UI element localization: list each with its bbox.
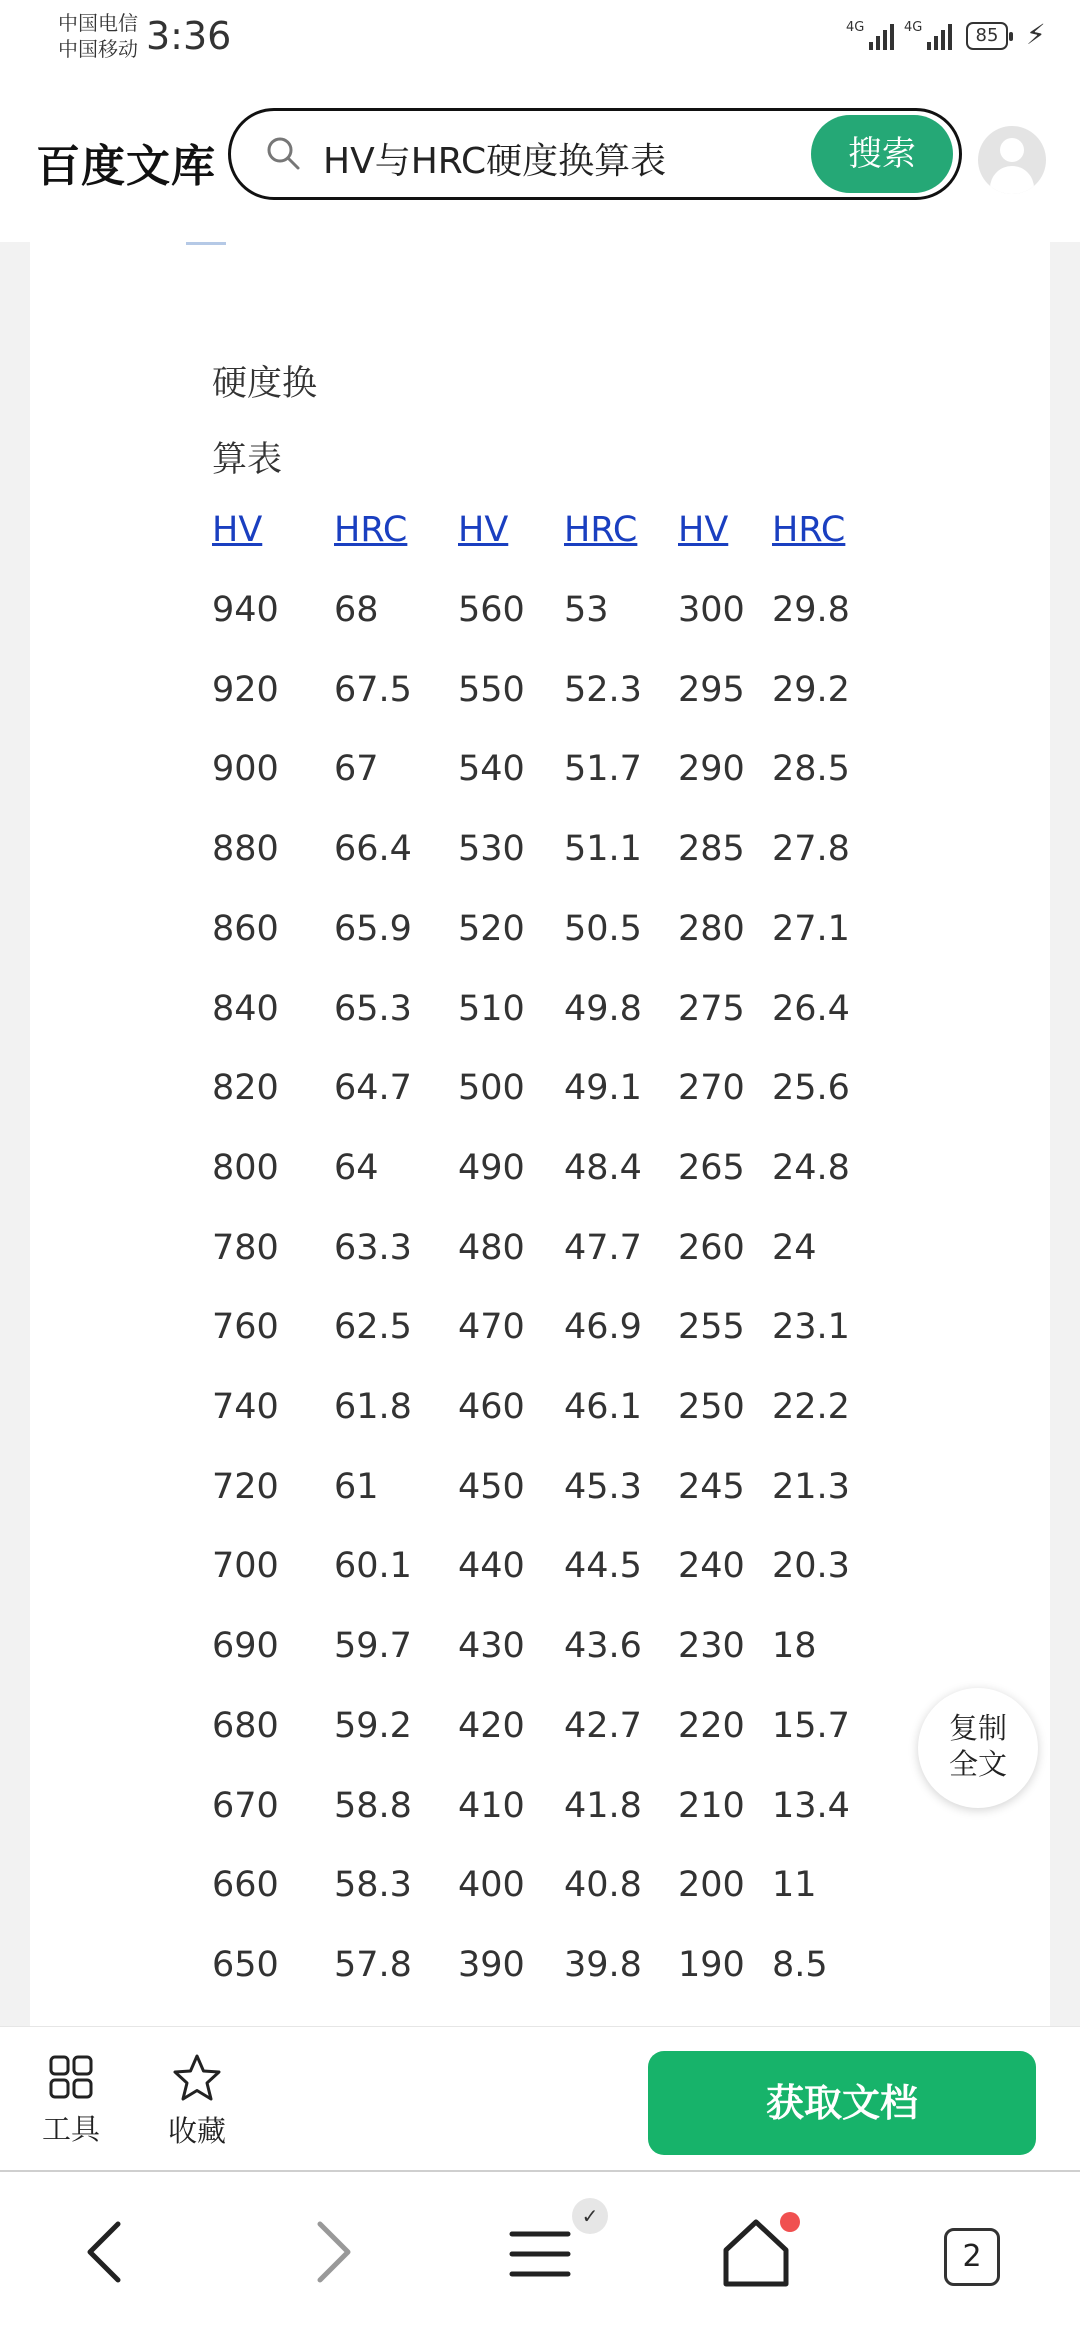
table-cell: 65.3 xyxy=(334,989,412,1029)
table-cell: 63.3 xyxy=(334,1228,412,1268)
table-cell: 280 xyxy=(678,909,745,949)
table-cell: 68 xyxy=(334,590,379,630)
table-cell: 43.6 xyxy=(564,1626,642,1666)
table-cell: 65.9 xyxy=(334,909,412,949)
carrier-2: 中国移动 xyxy=(58,37,138,61)
table-cell: 64 xyxy=(334,1148,379,1188)
tabs-button[interactable]: 2 xyxy=(944,2228,1000,2286)
table-cell: 690 xyxy=(212,1626,279,1666)
table-row xyxy=(30,1945,1050,2005)
table-cell: 25.6 xyxy=(772,1068,850,1108)
clock: 3:36 xyxy=(146,14,232,58)
table-cell: 240 xyxy=(678,1546,745,1586)
table-row xyxy=(30,1387,1050,1447)
table-row xyxy=(30,1626,1050,1686)
table-cell: 460 xyxy=(458,1387,525,1427)
table-cell: 18 xyxy=(772,1626,817,1666)
table-cell: 41.8 xyxy=(564,1786,642,1826)
get-document-button[interactable]: 获取文档 xyxy=(648,2051,1036,2155)
table-cell: 650 xyxy=(212,1945,279,1985)
table-cell: 660 xyxy=(212,1865,279,1905)
table-cell: 430 xyxy=(458,1626,525,1666)
table-cell: 22.2 xyxy=(772,1387,850,1427)
table-cell: 560 xyxy=(458,590,525,630)
table-cell: 420 xyxy=(458,1706,525,1746)
table-cell: 24 xyxy=(772,1228,817,1268)
table-cell: 880 xyxy=(212,829,279,869)
charging-icon: ⚡︎ xyxy=(1026,18,1046,51)
table-cell: 27.1 xyxy=(772,909,850,949)
table-cell: 58.3 xyxy=(334,1865,412,1905)
table-cell: 285 xyxy=(678,829,745,869)
app-header xyxy=(0,80,1080,242)
table-cell: 200 xyxy=(678,1865,745,1905)
table-cell: 44.5 xyxy=(564,1546,642,1586)
table-cell: 290 xyxy=(678,749,745,789)
search-icon xyxy=(265,135,301,171)
table-cell: 820 xyxy=(212,1068,279,1108)
table-cell: 860 xyxy=(212,909,279,949)
table-cell: 59.7 xyxy=(334,1626,412,1666)
signal-icon-1: 4G xyxy=(846,20,894,50)
table-cell: 390 xyxy=(458,1945,525,1985)
table-cell: 440 xyxy=(458,1546,525,1586)
document-page xyxy=(30,242,1050,2026)
back-icon[interactable] xyxy=(68,2212,148,2292)
table-cell: 48.4 xyxy=(564,1148,642,1188)
table-cell: 700 xyxy=(212,1546,279,1586)
favorite-button[interactable] xyxy=(152,2053,242,2150)
table-cell: 230 xyxy=(678,1626,745,1666)
page-marker xyxy=(186,242,226,245)
table-cell: 540 xyxy=(458,749,525,789)
table-cell: 66.4 xyxy=(334,829,412,869)
table-cell: 11 xyxy=(772,1865,817,1905)
table-cell: 245 xyxy=(678,1467,745,1507)
table-row xyxy=(30,1228,1050,1288)
table-cell: 61 xyxy=(334,1467,379,1507)
table-cell: 450 xyxy=(458,1467,525,1507)
table-cell: 15.7 xyxy=(772,1706,850,1746)
search-button[interactable]: 搜索 xyxy=(811,115,953,193)
table-cell: 58.8 xyxy=(334,1786,412,1826)
table-row xyxy=(30,1865,1050,1925)
table-cell: 8.5 xyxy=(772,1945,828,1985)
column-header[interactable]: HRC xyxy=(564,510,638,550)
table-cell: 59.2 xyxy=(334,1706,412,1746)
table-cell: 720 xyxy=(212,1467,279,1507)
table-cell: 67 xyxy=(334,749,379,789)
table-cell: 42.7 xyxy=(564,1706,642,1746)
table-cell: 490 xyxy=(458,1148,525,1188)
table-row xyxy=(30,1786,1050,1846)
table-cell: 60.1 xyxy=(334,1546,412,1586)
table-row xyxy=(30,749,1050,809)
table-cell: 52.3 xyxy=(564,670,642,710)
avatar[interactable] xyxy=(978,126,1046,194)
table-cell: 190 xyxy=(678,1945,745,1985)
table-cell: 67.5 xyxy=(334,670,412,710)
table-cell: 265 xyxy=(678,1148,745,1188)
menu-icon[interactable] xyxy=(500,2212,580,2292)
grid-icon xyxy=(47,2053,95,2101)
table-row xyxy=(30,670,1050,730)
table-cell: 900 xyxy=(212,749,279,789)
table-cell: 250 xyxy=(678,1387,745,1427)
copy-full-text-button[interactable] xyxy=(918,1688,1038,1808)
browser-nav-bar xyxy=(0,2172,1080,2340)
table-cell: 740 xyxy=(212,1387,279,1427)
table-cell: 295 xyxy=(678,670,745,710)
table-cell: 680 xyxy=(212,1706,279,1746)
table-cell: 46.9 xyxy=(564,1307,642,1347)
table-cell: 760 xyxy=(212,1307,279,1347)
table-cell: 840 xyxy=(212,989,279,1029)
table-row xyxy=(30,1068,1050,1128)
table-cell: 800 xyxy=(212,1148,279,1188)
table-cell: 275 xyxy=(678,989,745,1029)
table-cell: 480 xyxy=(458,1228,525,1268)
table-cell: 20.3 xyxy=(772,1546,850,1586)
table-cell: 50.5 xyxy=(564,909,642,949)
table-cell: 27.8 xyxy=(772,829,850,869)
notification-dot xyxy=(780,2212,800,2232)
table-cell: 940 xyxy=(212,590,279,630)
table-row xyxy=(30,590,1050,650)
table-cell: 510 xyxy=(458,989,525,1029)
column-header[interactable]: HV xyxy=(458,510,509,550)
signal-icon-2: 4G xyxy=(904,20,952,50)
status-bar xyxy=(0,0,1080,80)
table-cell: 400 xyxy=(458,1865,525,1905)
table-cell: 410 xyxy=(458,1786,525,1826)
check-badge-icon: ✓ xyxy=(572,2198,608,2234)
table-row xyxy=(30,1148,1050,1208)
table-cell: 49.8 xyxy=(564,989,642,1029)
doc-title-line-1: 硬度换 xyxy=(212,364,318,404)
table-cell: 51.7 xyxy=(564,749,642,789)
table-cell: 24.8 xyxy=(772,1148,850,1188)
table-cell: 530 xyxy=(458,829,525,869)
table-cell: 29.2 xyxy=(772,670,850,710)
battery-icon: 85 xyxy=(966,22,1008,50)
table-cell: 45.3 xyxy=(564,1467,642,1507)
table-cell: 300 xyxy=(678,590,745,630)
carrier-1: 中国电信 xyxy=(58,11,138,35)
tools-button[interactable] xyxy=(26,2053,116,2148)
table-cell: 780 xyxy=(212,1228,279,1268)
table-cell: 23.1 xyxy=(772,1307,850,1347)
table-row xyxy=(30,989,1050,1049)
table-cell: 47.7 xyxy=(564,1228,642,1268)
table-cell: 57.8 xyxy=(334,1945,412,1985)
favorite-label: 收藏 xyxy=(167,2114,226,2148)
table-cell: 920 xyxy=(212,670,279,710)
column-header[interactable]: HV xyxy=(678,510,729,550)
table-row xyxy=(30,829,1050,889)
table-cell: 13.4 xyxy=(772,1786,850,1826)
table-cell: 62.5 xyxy=(334,1307,412,1347)
table-cell: 61.8 xyxy=(334,1387,412,1427)
carrier-labels xyxy=(58,10,138,62)
copy-label-1: 复制 xyxy=(948,1711,1007,1745)
table-cell: 64.7 xyxy=(334,1068,412,1108)
column-header[interactable]: HV xyxy=(212,510,263,550)
table-cell: 670 xyxy=(212,1786,279,1826)
tools-label: 工具 xyxy=(41,2112,100,2146)
table-cell: 21.3 xyxy=(772,1467,850,1507)
table-cell: 270 xyxy=(678,1068,745,1108)
table-header-row xyxy=(30,510,1050,570)
table-cell: 51.1 xyxy=(564,829,642,869)
table-cell: 40.8 xyxy=(564,1865,642,1905)
table-cell: 28.5 xyxy=(772,749,850,789)
table-cell: 255 xyxy=(678,1307,745,1347)
copy-label-2: 全文 xyxy=(948,1747,1007,1781)
table-cell: 470 xyxy=(458,1307,525,1347)
table-cell: 26.4 xyxy=(772,989,850,1029)
table-cell: 550 xyxy=(458,670,525,710)
table-cell: 220 xyxy=(678,1706,745,1746)
table-cell: 39.8 xyxy=(564,1945,642,1985)
table-cell: 49.1 xyxy=(564,1068,642,1108)
table-cell: 29.8 xyxy=(772,590,850,630)
table-cell: 53 xyxy=(564,590,609,630)
table-cell: 520 xyxy=(458,909,525,949)
table-row xyxy=(30,1706,1050,1766)
column-header[interactable]: HRC xyxy=(772,510,846,550)
table-cell: 500 xyxy=(458,1068,525,1108)
table-row xyxy=(30,1546,1050,1606)
bottom-action-bar xyxy=(0,2026,1080,2172)
table-row xyxy=(30,909,1050,969)
table-cell: 260 xyxy=(678,1228,745,1268)
doc-title-line-2: 算表 xyxy=(212,440,283,480)
table-cell: 210 xyxy=(678,1786,745,1826)
forward-icon[interactable] xyxy=(290,2212,370,2292)
column-header[interactable]: HRC xyxy=(334,510,408,550)
table-cell: 46.1 xyxy=(564,1387,642,1427)
baidu-wenku-logo[interactable]: 百度文库 xyxy=(36,141,216,192)
search-input[interactable]: HV与HRC硬度换算表 xyxy=(323,141,667,182)
search-box[interactable] xyxy=(228,108,962,200)
table-row xyxy=(30,1307,1050,1367)
table-row xyxy=(30,1467,1050,1527)
star-icon xyxy=(171,2053,223,2103)
